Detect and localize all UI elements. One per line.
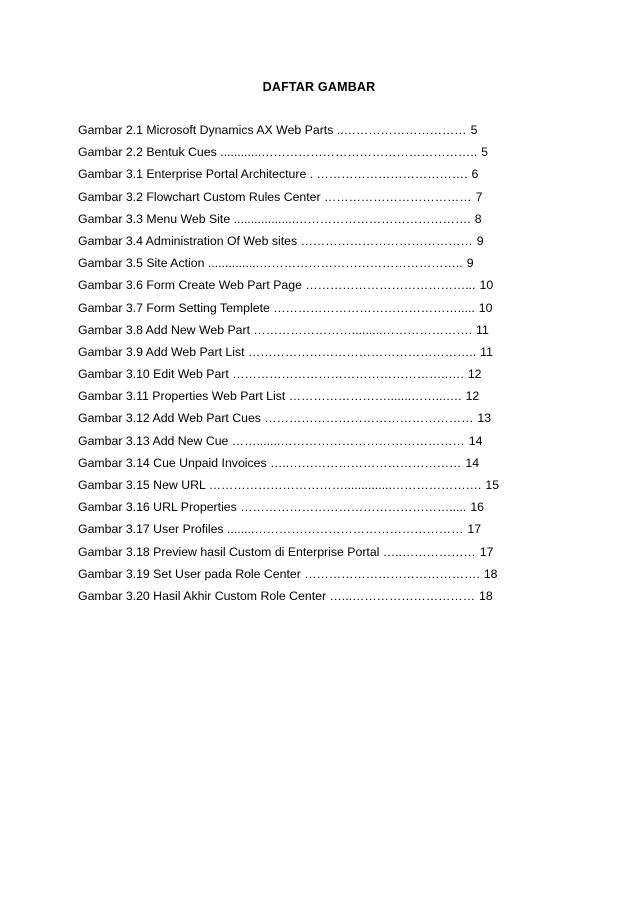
list-item [78,410,523,432]
page-title: DAFTAR GAMBAR [262,80,376,94]
entry-page-number: 14 [465,455,480,470]
entry-page-number: 6 [471,167,479,182]
entry-page-number: 14 [468,433,483,448]
entry-text: Gambar 3.2 Flowchart Custom Rules Center ……………………………… [78,189,472,204]
entry-text: Gambar 3.9 Add Web Part List ……………………………………………….. [78,344,477,359]
list-item [78,544,523,566]
entry-text: Gambar 3.1 Enterprise Portal Architecture . ………………………………. [78,167,468,182]
entry-page-number: 8 [474,211,482,226]
entry-text: Gambar 3.8 Add New Web Part …………………….........…………………. [78,322,473,337]
list-item [78,233,523,255]
list-item [78,588,523,610]
list-item [78,322,523,344]
entry-text: Gambar 3.10 Edit Web Part ……………………………………………..…. [78,367,464,382]
entry-text: Gambar 3.4 Administration Of Web sites …………………………………… [78,233,473,248]
entry-text: Gambar 3.19 Set User pada Role Center ……………………………………. [78,566,480,581]
entry-page-number: 13 [477,411,492,426]
list-item [78,499,523,521]
list-item [78,122,523,144]
entry-text: Gambar 3.3 Menu Web Site ..................……………………………………. [78,211,471,226]
list-item [78,255,523,277]
entry-page-number: 9 [476,233,484,248]
entry-text: Gambar 3.13 Add New Cue …….......……………………………………… [78,433,465,448]
list-item [78,144,523,166]
list-item [78,433,523,455]
entry-page-number: 10 [478,300,493,315]
list-item [78,189,523,211]
entry-page-number: 18 [479,588,493,603]
list-item [78,277,523,299]
entry-page-number: 5 [470,123,478,137]
list-item [78,455,523,477]
entry-page-number: 5 [481,145,488,160]
entry-page-number: 17 [467,522,482,537]
entry-page-number: 12 [465,389,480,404]
list-item [78,521,523,543]
entry-page-number: 11 [476,322,489,337]
entry-text: Gambar 3.18 Preview hasil Custom di Enterprise Portal …..……………… [78,544,476,559]
entry-text: Gambar 3.17 User Profiles ........…………………………………………… [78,522,464,537]
entry-text: Gambar 3.20 Hasil Akhir Custom Role Center …...………………………… [78,588,476,603]
entry-text: Gambar 3.12 Add Web Part Cues …………………………………………… [78,411,474,426]
entry-text: Gambar 3.16 URL Properties ……………………………………………..... [78,500,467,515]
entry-page-number: 10 [479,278,494,293]
figure-list [78,122,523,610]
list-item [78,344,523,366]
entry-page-number: 9 [466,256,474,271]
entry-text: Gambar 3.6 Form Create Web Part Page …………………………………... [78,278,476,293]
list-item [78,566,523,588]
entry-text: Gambar 3.14 Cue Unpaid Invoices …..…………………………………… [78,455,462,470]
entry-text: Gambar 3.15 New URL ……………………………..............…………………. [78,478,482,492]
entry-page-number: 11 [480,344,493,359]
list-item [78,166,523,188]
list-item [78,477,523,499]
entry-text: Gambar 3.11 Properties Web Part List …………………….......……...…. [78,389,462,404]
entry-text: Gambar 2.1 Microsoft Dynamics AX Web Parts ..………………………… [78,123,467,137]
entry-page-number: 18 [483,566,498,581]
entry-page-number: 12 [467,367,482,382]
list-item [78,366,523,388]
entry-text: Gambar 3.5 Site Action ...............………………………………………….. [78,256,463,271]
entry-page-number: 16 [470,500,485,515]
entry-text: Gambar 3.7 Form Setting Templete ………………………………………..... [78,300,475,315]
list-item [78,300,523,322]
entry-text: Gambar 2.2 Bentuk Cues ............…………………………………………….. [78,145,478,160]
list-item [78,211,523,233]
entry-page-number: 7 [475,189,483,204]
entry-page-number: 15 [485,478,500,492]
entry-page-number: 17 [479,544,494,559]
list-item [78,388,523,410]
